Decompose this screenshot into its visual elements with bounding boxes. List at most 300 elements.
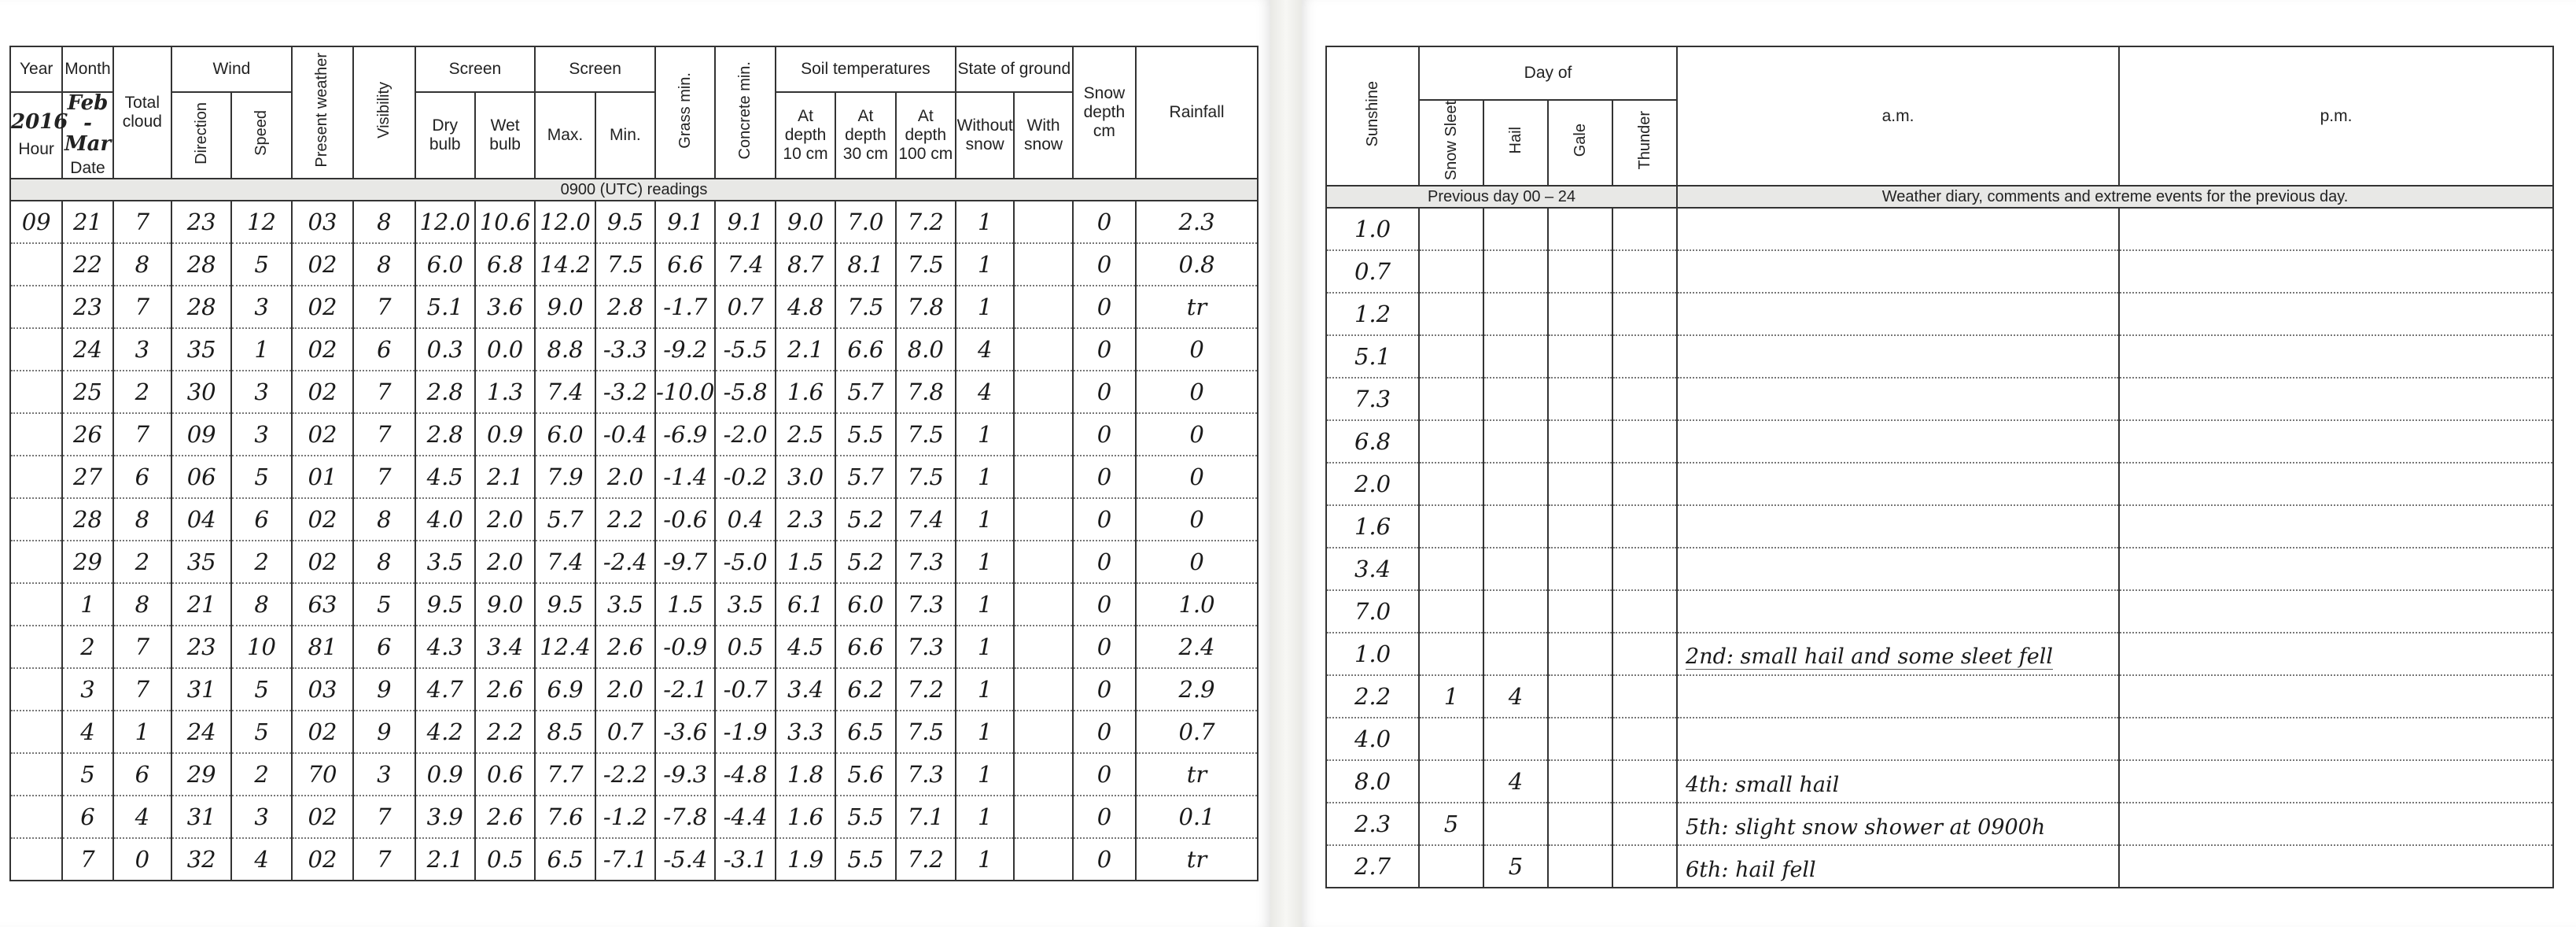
direction-label: Direction xyxy=(192,102,210,164)
present-weather-cell: 02 xyxy=(292,711,353,753)
wet-bulb-cell: 2.2 xyxy=(475,711,535,753)
pm-diary-cell xyxy=(2119,208,2553,250)
snow-cell xyxy=(1419,293,1483,335)
ground-with-snow-cell xyxy=(1014,668,1072,711)
book-gutter xyxy=(1270,0,1302,927)
hail-cell xyxy=(1483,718,1548,760)
pm-diary-cell xyxy=(2119,760,2553,803)
gale-label: Gale xyxy=(1571,124,1589,157)
visibility-cell: 7 xyxy=(353,838,415,881)
dry-bulb-cell: 12.0 xyxy=(415,201,475,243)
am-diary-cell xyxy=(1677,463,2119,505)
table-row xyxy=(1326,590,2553,633)
screen-max-cell: 9.0 xyxy=(535,286,595,328)
am-diary-cell xyxy=(1677,845,2119,888)
soil-10cm-cell: 9.0 xyxy=(776,201,835,243)
speed-label: Speed xyxy=(252,110,271,156)
state-of-ground-header: State of ground xyxy=(956,46,1073,92)
wind-speed-cell: 3 xyxy=(231,286,291,328)
table-row xyxy=(1326,378,2553,420)
wet-bulb-cell: 10.6 xyxy=(475,201,535,243)
grass-min-cell: -2.1 xyxy=(655,668,715,711)
table-row xyxy=(10,456,1258,498)
screen-min-cell: -7.1 xyxy=(595,838,655,881)
thunder-cell xyxy=(1612,505,1677,548)
ground-with-snow-cell xyxy=(1014,498,1072,541)
am-diary-cell xyxy=(1677,590,2119,633)
rainfall-cell: 0.7 xyxy=(1136,711,1258,753)
soil-10cm-cell: 2.1 xyxy=(776,328,835,371)
screen-max-cell: 8.8 xyxy=(535,328,595,371)
screen-max-cell: 7.6 xyxy=(535,796,595,838)
pm-diary-cell xyxy=(2119,590,2553,633)
total-cloud-cell: 7 xyxy=(113,626,171,668)
dry-bulb-header: Dry bulb xyxy=(415,92,475,179)
diary-band: Weather diary, comments and extreme events for the previous day. xyxy=(1677,186,2553,208)
total-cloud-cell: 3 xyxy=(113,328,171,371)
total-cloud-cell: 0 xyxy=(113,838,171,881)
date-cell: 24 xyxy=(62,328,112,371)
rainfall-cell: 2.3 xyxy=(1136,201,1258,243)
snow-sleet-label: Snow Sleet xyxy=(1442,101,1460,181)
total-cloud-cell: 7 xyxy=(113,413,171,456)
screen-min-cell: 9.5 xyxy=(595,201,655,243)
soil-30cm-cell: 5.5 xyxy=(835,796,895,838)
pm-diary-cell xyxy=(2119,250,2553,293)
grass-min-cell: 6.6 xyxy=(655,243,715,286)
pm-diary-cell xyxy=(2119,463,2553,505)
hour-label: Hour xyxy=(18,140,54,158)
wind-direction-cell: 30 xyxy=(171,371,231,413)
snow-depth-cell: 0 xyxy=(1073,838,1136,881)
snow-cell xyxy=(1419,718,1483,760)
soil-30cm-cell: 6.6 xyxy=(835,328,895,371)
pm-diary-cell xyxy=(2119,548,2553,590)
screen-max-cell: 7.9 xyxy=(535,456,595,498)
thunder-cell xyxy=(1612,845,1677,888)
readings-band: 0900 (UTC) readings xyxy=(10,179,1258,201)
wind-direction-cell: 35 xyxy=(171,328,231,371)
date-label: Date xyxy=(70,159,105,177)
snow-cell xyxy=(1419,633,1483,675)
hail-cell: 4 xyxy=(1483,760,1548,803)
am-diary-cell xyxy=(1677,293,2119,335)
date-cell: 29 xyxy=(62,541,112,583)
rainfall-cell: 2.4 xyxy=(1136,626,1258,668)
snow-cell xyxy=(1419,590,1483,633)
rainfall-cell: tr xyxy=(1136,286,1258,328)
dry-bulb-cell: 3.9 xyxy=(415,796,475,838)
dry-bulb-cell: 0.3 xyxy=(415,328,475,371)
ground-with-snow-cell xyxy=(1014,796,1072,838)
soil-100cm-cell: 7.1 xyxy=(896,796,956,838)
pm-header: p.m. xyxy=(2119,46,2553,186)
visibility-cell: 7 xyxy=(353,371,415,413)
total-cloud-cell: 8 xyxy=(113,498,171,541)
ground-with-snow-cell xyxy=(1014,456,1072,498)
sunshine-cell: 2.2 xyxy=(1326,675,1419,718)
date-cell: 23 xyxy=(62,286,112,328)
soil-30cm-cell: 8.1 xyxy=(835,243,895,286)
hour-cell xyxy=(10,498,62,541)
sunshine-cell: 1.2 xyxy=(1326,293,1419,335)
total-cloud-cell: 2 xyxy=(113,541,171,583)
gale-cell xyxy=(1548,463,1612,505)
snow-depth-cell: 0 xyxy=(1073,413,1136,456)
soil-10cm-cell: 1.5 xyxy=(776,541,835,583)
ground-with-snow-cell xyxy=(1014,328,1072,371)
hour-cell xyxy=(10,456,62,498)
present-weather-label: Present weather xyxy=(313,53,331,168)
am-diary-cell xyxy=(1677,718,2119,760)
rainfall-cell: 1.0 xyxy=(1136,583,1258,626)
pm-diary-cell xyxy=(2119,675,2553,718)
snow-sleet-header xyxy=(1419,100,1483,186)
sunshine-cell: 1.6 xyxy=(1326,505,1419,548)
hail-cell: 5 xyxy=(1483,845,1548,888)
soil-10cm-cell: 3.4 xyxy=(776,668,835,711)
table-row xyxy=(10,711,1258,753)
gale-cell xyxy=(1548,590,1612,633)
concrete-min-cell: -1.9 xyxy=(715,711,775,753)
wind-speed-cell: 2 xyxy=(231,753,291,796)
concrete-min-cell: 3.5 xyxy=(715,583,775,626)
snow-depth-cell: 0 xyxy=(1073,371,1136,413)
grass-min-label: Grass min. xyxy=(676,72,694,149)
total-cloud-cell: 6 xyxy=(113,456,171,498)
soil-10cm-cell: 3.0 xyxy=(776,456,835,498)
soil-30cm-cell: 5.5 xyxy=(835,838,895,881)
soil-temperatures-header: Soil temperatures xyxy=(776,46,956,92)
grass-min-cell: -9.2 xyxy=(655,328,715,371)
present-weather-cell: 02 xyxy=(292,796,353,838)
hail-header xyxy=(1483,100,1548,186)
concrete-min-cell: -5.0 xyxy=(715,541,775,583)
table-row xyxy=(1326,675,2553,718)
hour-cell xyxy=(10,286,62,328)
present-weather-cell: 02 xyxy=(292,413,353,456)
sunshine-cell: 7.0 xyxy=(1326,590,1419,633)
table-row xyxy=(10,626,1258,668)
rainfall-header: Rainfall xyxy=(1136,46,1258,179)
total-cloud-cell: 7 xyxy=(113,668,171,711)
soil-100cm-cell: 7.8 xyxy=(896,371,956,413)
wind-direction-cell: 31 xyxy=(171,796,231,838)
ground-with-snow-cell xyxy=(1014,583,1072,626)
table-row xyxy=(10,286,1258,328)
total-cloud-cell: 4 xyxy=(113,796,171,838)
wind-speed-cell: 8 xyxy=(231,583,291,626)
sunshine-cell: 0.7 xyxy=(1326,250,1419,293)
visibility-cell: 7 xyxy=(353,456,415,498)
soil-30cm-cell: 5.2 xyxy=(835,498,895,541)
rainfall-cell: tr xyxy=(1136,753,1258,796)
ground-with-snow-cell xyxy=(1014,413,1072,456)
dry-bulb-cell: 2.8 xyxy=(415,413,475,456)
wet-bulb-cell: 0.0 xyxy=(475,328,535,371)
wind-speed-cell: 1 xyxy=(231,328,291,371)
concrete-min-cell: -4.4 xyxy=(715,796,775,838)
wind-direction-cell: 31 xyxy=(171,668,231,711)
thunder-header xyxy=(1612,100,1677,186)
screen-header-2: Screen xyxy=(535,46,655,92)
table-row xyxy=(1326,208,2553,250)
visibility-header xyxy=(353,46,415,179)
am-diary-cell xyxy=(1677,420,2119,463)
wind-speed-cell: 3 xyxy=(231,796,291,838)
snow-cell xyxy=(1419,548,1483,590)
present-weather-cell: 02 xyxy=(292,243,353,286)
thunder-cell xyxy=(1612,378,1677,420)
pm-diary-cell xyxy=(2119,293,2553,335)
screen-min-cell: 2.8 xyxy=(595,286,655,328)
date-cell: 2 xyxy=(62,626,112,668)
dry-bulb-cell: 4.0 xyxy=(415,498,475,541)
table-row xyxy=(1326,548,2553,590)
sunshine-cell: 1.0 xyxy=(1326,208,1419,250)
ground-without-snow-cell: 1 xyxy=(956,796,1014,838)
rainfall-cell: 0 xyxy=(1136,541,1258,583)
thunder-cell xyxy=(1612,718,1677,760)
wind-speed-cell: 5 xyxy=(231,456,291,498)
grass-min-cell: -6.9 xyxy=(655,413,715,456)
wind-speed-cell: 5 xyxy=(231,243,291,286)
screen-max-cell: 9.5 xyxy=(535,583,595,626)
am-diary-cell xyxy=(1677,548,2119,590)
snow-depth-cell: 0 xyxy=(1073,668,1136,711)
year-hour-cell xyxy=(10,92,68,179)
date-cell: 27 xyxy=(62,456,112,498)
ground-without-snow-cell: 4 xyxy=(956,328,1014,371)
day-of-header: Day of xyxy=(1419,46,1677,100)
wet-bulb-header: Wet bulb xyxy=(475,92,535,179)
table-row xyxy=(10,753,1258,796)
hour-cell xyxy=(10,583,62,626)
present-weather-cell: 02 xyxy=(292,498,353,541)
screen-max-cell: 6.0 xyxy=(535,413,595,456)
wet-bulb-cell: 3.6 xyxy=(475,286,535,328)
table-row xyxy=(10,201,1258,243)
table-row xyxy=(1326,250,2553,293)
rainfall-cell: tr xyxy=(1136,838,1258,881)
snow-cell xyxy=(1419,378,1483,420)
concrete-min-cell: -3.1 xyxy=(715,838,775,881)
snow-depth-cell: 0 xyxy=(1073,796,1136,838)
wet-bulb-cell: 0.9 xyxy=(475,413,535,456)
ground-with-snow-cell xyxy=(1014,243,1072,286)
gale-cell xyxy=(1548,293,1612,335)
soil-30cm-cell: 7.0 xyxy=(835,201,895,243)
wet-bulb-cell: 1.3 xyxy=(475,371,535,413)
screen-min-cell: 3.5 xyxy=(595,583,655,626)
sunshine-cell: 5.1 xyxy=(1326,335,1419,378)
ground-without-snow-cell: 1 xyxy=(956,626,1014,668)
diary-note: 5th: slight snow shower at 0900h xyxy=(1686,815,2046,840)
ground-without-snow-cell: 1 xyxy=(956,201,1014,243)
soil-30cm-cell: 5.5 xyxy=(835,413,895,456)
visibility-cell: 6 xyxy=(353,328,415,371)
soil-30cm-cell: 6.6 xyxy=(835,626,895,668)
snow-depth-cell: 0 xyxy=(1073,243,1136,286)
soil-10cm-cell: 1.9 xyxy=(776,838,835,881)
date-cell: 4 xyxy=(62,711,112,753)
soil-10cm-cell: 2.5 xyxy=(776,413,835,456)
concrete-min-cell: 9.1 xyxy=(715,201,775,243)
gale-cell xyxy=(1548,718,1612,760)
visibility-cell: 5 xyxy=(353,583,415,626)
soil-100cm-cell: 7.5 xyxy=(896,413,956,456)
snow-cell xyxy=(1419,463,1483,505)
sunshine-header xyxy=(1326,46,1419,186)
table-row xyxy=(10,243,1258,286)
wet-bulb-cell: 9.0 xyxy=(475,583,535,626)
present-weather-cell: 02 xyxy=(292,838,353,881)
date-cell: 1 xyxy=(62,583,112,626)
month-value: Feb - Mar xyxy=(64,91,112,156)
with-snow-header: With snow xyxy=(1014,92,1072,179)
concrete-min-cell: -5.8 xyxy=(715,371,775,413)
wind-speed-cell: 4 xyxy=(231,838,291,881)
thunder-cell xyxy=(1612,335,1677,378)
screen-min-cell: -0.4 xyxy=(595,413,655,456)
date-cell: 28 xyxy=(62,498,112,541)
visibility-cell: 7 xyxy=(353,413,415,456)
total-cloud-cell: 2 xyxy=(113,371,171,413)
hail-cell xyxy=(1483,250,1548,293)
soil-100cm-cell: 7.3 xyxy=(896,753,956,796)
soil-100cm-cell: 7.2 xyxy=(896,201,956,243)
wind-speed-cell: 6 xyxy=(231,498,291,541)
sunshine-cell: 2.7 xyxy=(1326,845,1419,888)
concrete-min-cell: -4.8 xyxy=(715,753,775,796)
concrete-min-cell: -0.2 xyxy=(715,456,775,498)
total-cloud-cell: 8 xyxy=(113,243,171,286)
right-page xyxy=(1302,0,2576,927)
hour-cell: 09 xyxy=(10,201,62,243)
soil-100cm-cell: 7.4 xyxy=(896,498,956,541)
sunshine-cell: 2.0 xyxy=(1326,463,1419,505)
diary-note: 6th: hail fell xyxy=(1686,858,1816,883)
direction-header xyxy=(171,92,231,179)
am-diary-cell xyxy=(1677,335,2119,378)
hour-cell xyxy=(10,243,62,286)
total-cloud-header: Total cloud xyxy=(113,46,171,179)
snow-depth-header: Snow depth cm xyxy=(1073,46,1136,179)
grass-min-cell: 1.5 xyxy=(655,583,715,626)
soil-100cm-cell: 7.8 xyxy=(896,286,956,328)
total-cloud-cell: 6 xyxy=(113,753,171,796)
hail-cell xyxy=(1483,293,1548,335)
present-weather-cell: 70 xyxy=(292,753,353,796)
visibility-cell: 7 xyxy=(353,796,415,838)
table-row xyxy=(1326,335,2553,378)
soil-10cm-cell: 8.7 xyxy=(776,243,835,286)
am-diary-cell xyxy=(1677,378,2119,420)
snow-cell xyxy=(1419,420,1483,463)
snow-depth-cell: 0 xyxy=(1073,286,1136,328)
sunshine-cell: 4.0 xyxy=(1326,718,1419,760)
month-label: Month xyxy=(64,59,111,78)
wind-speed-cell: 2 xyxy=(231,541,291,583)
rainfall-cell: 0 xyxy=(1136,498,1258,541)
concrete-min-cell: -2.0 xyxy=(715,413,775,456)
screen-min-cell: -3.2 xyxy=(595,371,655,413)
visibility-cell: 6 xyxy=(353,626,415,668)
present-weather-cell: 63 xyxy=(292,583,353,626)
left-page xyxy=(0,0,1270,927)
screen-max-cell: 6.5 xyxy=(535,838,595,881)
visibility-cell: 9 xyxy=(353,668,415,711)
dry-bulb-cell: 4.5 xyxy=(415,456,475,498)
snow-cell xyxy=(1419,760,1483,803)
present-weather-cell: 03 xyxy=(292,668,353,711)
without-snow-header: Without snow xyxy=(956,92,1014,179)
thunder-cell xyxy=(1612,675,1677,718)
min-header: Min. xyxy=(595,92,655,179)
snow-cell: 1 xyxy=(1419,675,1483,718)
table-row xyxy=(10,328,1258,371)
grass-min-cell: -0.9 xyxy=(655,626,715,668)
wind-direction-cell: 28 xyxy=(171,243,231,286)
screen-max-cell: 8.5 xyxy=(535,711,595,753)
date-cell: 21 xyxy=(62,201,112,243)
wind-direction-cell: 32 xyxy=(171,838,231,881)
soil-10cm-cell: 1.8 xyxy=(776,753,835,796)
wet-bulb-cell: 2.0 xyxy=(475,541,535,583)
table-row xyxy=(10,796,1258,838)
screen-max-cell: 12.0 xyxy=(535,201,595,243)
soil-30cm-cell: 5.6 xyxy=(835,753,895,796)
wind-direction-cell: 24 xyxy=(171,711,231,753)
soil-100cm-cell: 7.5 xyxy=(896,243,956,286)
date-cell: 7 xyxy=(62,838,112,881)
am-diary-cell xyxy=(1677,760,2119,803)
hour-cell xyxy=(10,541,62,583)
dry-bulb-cell: 0.9 xyxy=(415,753,475,796)
rainfall-cell: 0 xyxy=(1136,328,1258,371)
gale-cell xyxy=(1548,548,1612,590)
table-row xyxy=(1326,760,2553,803)
table-row xyxy=(1326,845,2553,888)
concrete-min-cell: -5.5 xyxy=(715,328,775,371)
wet-bulb-cell: 2.0 xyxy=(475,498,535,541)
present-weather-cell: 02 xyxy=(292,286,353,328)
rainfall-cell: 0 xyxy=(1136,371,1258,413)
year-header xyxy=(10,46,62,92)
gale-cell xyxy=(1548,633,1612,675)
grass-min-cell: -10.0 xyxy=(655,371,715,413)
thunder-cell xyxy=(1612,760,1677,803)
table-row xyxy=(1326,463,2553,505)
wind-speed-cell: 5 xyxy=(231,668,291,711)
table-row xyxy=(10,583,1258,626)
wind-direction-cell: 23 xyxy=(171,201,231,243)
wet-bulb-cell: 2.1 xyxy=(475,456,535,498)
soil-30cm-cell: 5.7 xyxy=(835,371,895,413)
concrete-min-cell: 7.4 xyxy=(715,243,775,286)
snow-depth-cell: 0 xyxy=(1073,541,1136,583)
present-weather-header xyxy=(292,46,353,179)
date-cell: 25 xyxy=(62,371,112,413)
rainfall-cell: 0.1 xyxy=(1136,796,1258,838)
ground-without-snow-cell: 1 xyxy=(956,413,1014,456)
screen-max-cell: 14.2 xyxy=(535,243,595,286)
screen-max-cell: 7.4 xyxy=(535,371,595,413)
snow-depth-cell: 0 xyxy=(1073,498,1136,541)
present-weather-cell: 03 xyxy=(292,201,353,243)
hail-cell xyxy=(1483,505,1548,548)
total-cloud-cell: 1 xyxy=(113,711,171,753)
